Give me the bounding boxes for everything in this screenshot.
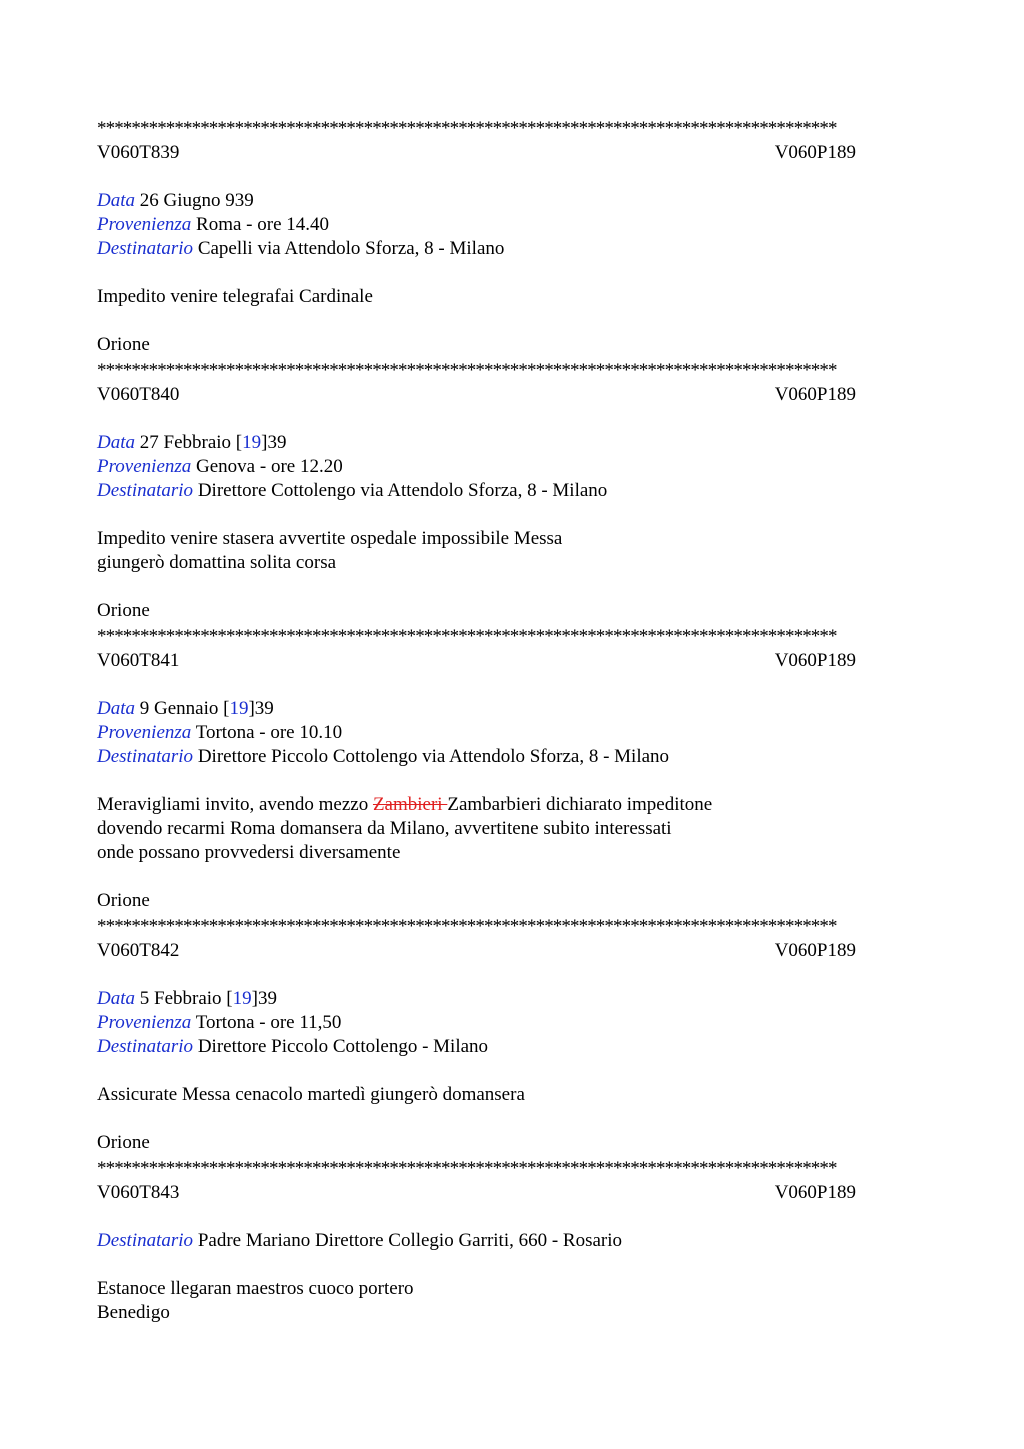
- destinatario-label: Destinatario: [97, 746, 194, 767]
- destinatario-label: Destinatario: [97, 480, 194, 501]
- body-line: onde possano provvedersi diversamente: [97, 842, 401, 863]
- provenienza-field: [97, 455, 927, 479]
- entry-header: [97, 383, 856, 407]
- separator-line: **************************************************************************************: [97, 916, 837, 937]
- destinatario-value: Direttore Piccolo Cottolengo via Attendolo Sforza, 8 - Milano: [197, 746, 670, 767]
- provenienza-field: [97, 1011, 927, 1035]
- provenienza-value: Tortona - ore 11,50: [195, 1012, 342, 1033]
- data-value: 26 Giugno 939: [139, 190, 254, 211]
- signature: Orione: [97, 600, 150, 621]
- separator-line: **************************************************************************************: [97, 1158, 837, 1179]
- provenienza-value: Roma - ore 14.40: [196, 214, 330, 235]
- provenienza-field: [97, 213, 927, 237]
- deleted-text: Zambieri: [372, 794, 448, 815]
- data-day: 5 Febbraio [: [139, 988, 233, 1009]
- data-ref-link[interactable]: 19: [242, 432, 262, 453]
- data-ref-link[interactable]: 19: [232, 988, 252, 1009]
- entry-header: [97, 141, 856, 165]
- destinatario-label: Destinatario: [97, 238, 194, 259]
- entry-header: [97, 939, 856, 963]
- body-line: Benedigo: [97, 1302, 170, 1323]
- body-line: Impedito venire telegrafai Cardinale: [97, 286, 373, 307]
- data-label: Data: [97, 698, 135, 719]
- separator-line: **************************************************************************************: [97, 626, 837, 647]
- destinatario-field: [97, 237, 927, 261]
- provenienza-field: [97, 721, 927, 745]
- destinatario-field: [97, 745, 927, 769]
- entry-id: V060T842: [97, 940, 180, 961]
- signature: Orione: [97, 890, 150, 911]
- data-field: [97, 697, 927, 721]
- entry-id: V060T840: [97, 384, 180, 405]
- data-field: [97, 431, 927, 455]
- entry-id: V060T841: [97, 650, 180, 671]
- entry-page: V060P189: [774, 1182, 856, 1203]
- signature: Orione: [97, 1132, 150, 1153]
- destinatario-field: [97, 479, 927, 503]
- entry-page: V060P189: [774, 384, 856, 405]
- separator-line: **************************************************************************************: [97, 360, 837, 381]
- destinatario-label: Destinatario: [97, 1036, 194, 1057]
- data-field: [97, 987, 927, 1011]
- signature: Orione: [97, 334, 150, 355]
- provenienza-label: Provenienza: [97, 214, 192, 235]
- data-label: Data: [97, 190, 135, 211]
- separator-line: **************************************************************************************: [97, 118, 837, 139]
- body-text: Zambarbieri dichiarato impeditone: [447, 794, 713, 815]
- destinatario-field: [97, 1035, 927, 1059]
- data-label: Data: [97, 432, 135, 453]
- body-line: Assicurate Messa cenacolo martedì giungerò domansera: [97, 1084, 525, 1105]
- entry-page: V060P189: [774, 142, 856, 163]
- body-line: Impedito venire stasera avvertite ospedale impossibile Messa: [97, 528, 563, 549]
- body-line: Estanoce llegaran maestros cuoco portero: [97, 1278, 414, 1299]
- provenienza-value: Genova - ore 12.20: [196, 456, 343, 477]
- destinatario-field: [97, 1229, 927, 1253]
- destinatario-value: Direttore Piccolo Cottolengo - Milano: [197, 1036, 489, 1057]
- data-field: [97, 189, 927, 213]
- provenienza-label: Provenienza: [97, 722, 192, 743]
- data-year: ]39: [251, 988, 277, 1009]
- data-label: Data: [97, 988, 135, 1009]
- provenienza-value: Tortona - ore 10.10: [195, 722, 343, 743]
- document-page: [97, 115, 927, 1325]
- destinatario-value: Padre Mariano Direttore Collegio Garriti, 660 - Rosario: [197, 1230, 623, 1251]
- provenienza-label: Provenienza: [97, 456, 192, 477]
- destinatario-value: Direttore Cottolengo via Attendolo Sforza, 8 - Milano: [197, 480, 608, 501]
- entry-header: [97, 649, 856, 673]
- entry-header: [97, 1181, 856, 1205]
- entry-id: V060T839: [97, 142, 180, 163]
- body-line: giungerò domattina solita corsa: [97, 552, 337, 573]
- body-line: [97, 793, 927, 817]
- entry-page: V060P189: [774, 650, 856, 671]
- data-day: 27 Febbraio [: [139, 432, 243, 453]
- data-ref-link[interactable]: 19: [229, 698, 249, 719]
- provenienza-label: Provenienza: [97, 1012, 192, 1033]
- destinatario-value: Capelli via Attendolo Sforza, 8 - Milano: [197, 238, 505, 259]
- body-line: dovendo recarmi Roma domansera da Milano, avvertitene subito interessati: [97, 818, 672, 839]
- destinatario-label: Destinatario: [97, 1230, 194, 1251]
- entry-id: V060T843: [97, 1182, 180, 1203]
- data-year: ]39: [248, 698, 274, 719]
- body-text: Meravigliami invito, avendo mezzo: [97, 794, 373, 815]
- data-day: 9 Gennaio [: [139, 698, 230, 719]
- data-year: ]39: [261, 432, 287, 453]
- entry-page: V060P189: [774, 940, 856, 961]
